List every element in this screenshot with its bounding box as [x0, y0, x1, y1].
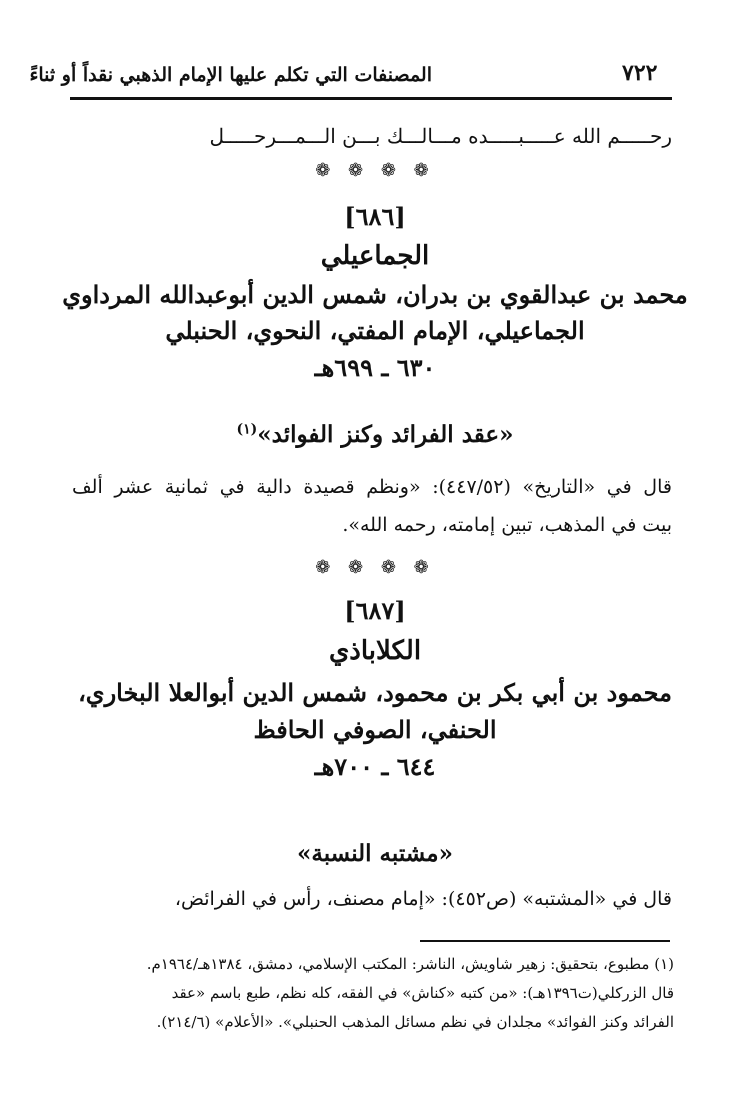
entry-686-text-line1: قال في «التاريخ» (٤٤٧/٥٢): «ونظم قصيدة دالية في ثمانية عشر ألف [72, 476, 672, 498]
footnote-line3: الفرائد وكنز الفوائد» مجلدان في نظم مسائل المذهب الحنبلي». «الأعلام» (٢١٤/٦). [156, 1013, 674, 1031]
entry-687-text-line1: قال في «المشتبه» (ص٤٥٢): «إمام مصنف، رأس في الفرائض، [174, 888, 672, 910]
work-title-text: «عقد الفرائد وكنز الفوائد» [257, 421, 514, 448]
entry-687-name-line2: الحنفي، الصوفي الحافظ [253, 715, 497, 744]
header-rule [70, 97, 672, 100]
entry-687-nisba: الكلاباذي [328, 636, 422, 666]
running-header-title: المصنفات التي تكلم عليها الإمام الذهبي نقداً أو ثناءً [29, 64, 432, 86]
footnote-line2: قال الزركلي(ت١٣٩٦هـ): «من كتبه «كناش» في الفقه، كله نظم، طبع باسم «عقد [171, 984, 674, 1002]
footnote-rule [420, 940, 670, 942]
entry-686-dates: ٦٣٠ ـ ٦٩٩هـ [314, 353, 436, 382]
page-number: ٧٢٢ [622, 60, 658, 86]
footnotes [64, 950, 674, 1037]
entry-687-work-title: «مشتبه النسبة» [297, 840, 453, 867]
entry-687-text [72, 880, 672, 918]
entry-number-686: [٦٨٦] [344, 202, 406, 231]
entry-686-text [72, 468, 672, 544]
entry-number-687: [٦٨٧] [344, 596, 406, 625]
entry-687-dates: ٦٤٤ ـ ٧٠٠هـ [314, 752, 436, 781]
entry-687-name-line1: محمود بن أبي بكر بن محمود، شمس الدين أبوالعلا البخاري، [78, 678, 672, 707]
footnote-reference: (١) [236, 421, 258, 438]
entry-686-nisba: الجماعيلي [320, 241, 430, 271]
separator-stars: ❁ ❁ ❁ ❁ [315, 160, 435, 181]
separator-stars: ❁ ❁ ❁ ❁ [315, 557, 435, 578]
entry-686-work-title [60, 421, 690, 448]
previous-entry-closing-line: رحـــــم الله عـــــبـــــده مـــالـــك بـــن الـــمـــرحـــــل [209, 124, 672, 148]
footnote-line1: (١) مطبوع، بتحقيق: زهير شاويش، الناشر: المكتب الإسلامي، دمشق، ١٣٨٤هـ/١٩٦٤م. [146, 955, 674, 973]
entry-686-name-line2: الجماعيلي، الإمام المفتي، النحوي، الحنبلي [165, 316, 585, 345]
entry-686-name-line1: محمد بن عبدالقوي بن بدران، شمس الدين أبوعبدالله المرداوي [62, 280, 688, 309]
entry-686-text-line2: بيت في المذهب، تبين إمامته، رحمه الله». [342, 514, 672, 536]
